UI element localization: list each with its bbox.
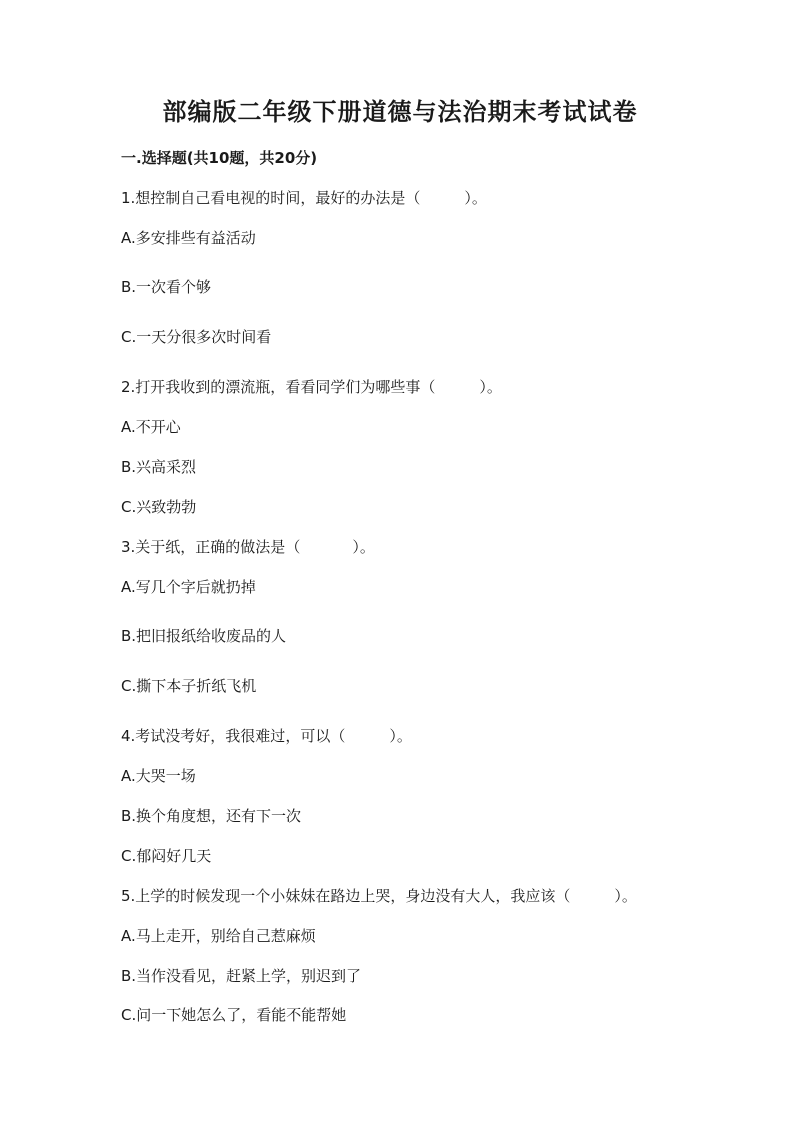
- question-4-stem: [121, 724, 412, 748]
- question-stem-text: 1.想控制自己看电视的时间，最好的办法是（: [121, 189, 421, 207]
- question-stem-end: ）。: [479, 378, 502, 396]
- question-5-stem: [121, 884, 637, 908]
- section-heading: 一.选择题(共10题，共20分): [121, 149, 318, 167]
- question-stem-end: ）。: [614, 887, 637, 905]
- question-1-stem: [121, 186, 487, 210]
- question-3-option-b: B.把旧报纸给收废品的人: [121, 627, 287, 645]
- question-5-option-a: A.马上走开，别给自己惹麻烦: [121, 927, 316, 945]
- question-stem-end: ）。: [389, 727, 412, 745]
- question-4-option-b: B.换个角度想，还有下一次: [121, 807, 302, 825]
- question-stem-end: ）。: [352, 538, 375, 556]
- question-3-stem: [121, 535, 375, 559]
- question-3-option-c: C.撕下本子折纸飞机: [121, 677, 257, 695]
- question-stem-end: ）。: [464, 189, 487, 207]
- question-1-option-a: A.多安排些有益活动: [121, 229, 256, 247]
- question-stem-text: 4.考试没考好，我很难过，可以（: [121, 727, 346, 745]
- question-2-option-b: B.兴高采烈: [121, 458, 197, 476]
- question-4-option-a: A.大哭一场: [121, 767, 196, 785]
- question-stem-text: 2.打开我收到的漂流瓶，看看同学们为哪些事（: [121, 378, 436, 396]
- question-4-option-c: C.郁闷好几天: [121, 847, 212, 865]
- question-stem-text: 3.关于纸，正确的做法是（: [121, 538, 301, 556]
- question-2-option-c: C.兴致勃勃: [121, 498, 197, 516]
- question-2-option-a: A.不开心: [121, 418, 181, 436]
- question-5-option-c: C.问一下她怎么了，看能不能帮她: [121, 1006, 347, 1024]
- question-3-option-a: A.写几个字后就扔掉: [121, 578, 256, 596]
- question-1-option-c: C.一天分很多次时间看: [121, 328, 272, 346]
- question-5-option-b: B.当作没看见，赶紧上学，别迟到了: [121, 967, 362, 985]
- question-1-option-b: B.一次看个够: [121, 278, 212, 296]
- page-title: 部编版二年级下册道德与法治期末考试试卷: [162, 98, 638, 126]
- question-2-stem: [121, 375, 502, 399]
- question-stem-text: 5.上学的时候发现一个小妹妹在路边上哭，身边没有大人，我应该（: [121, 887, 571, 905]
